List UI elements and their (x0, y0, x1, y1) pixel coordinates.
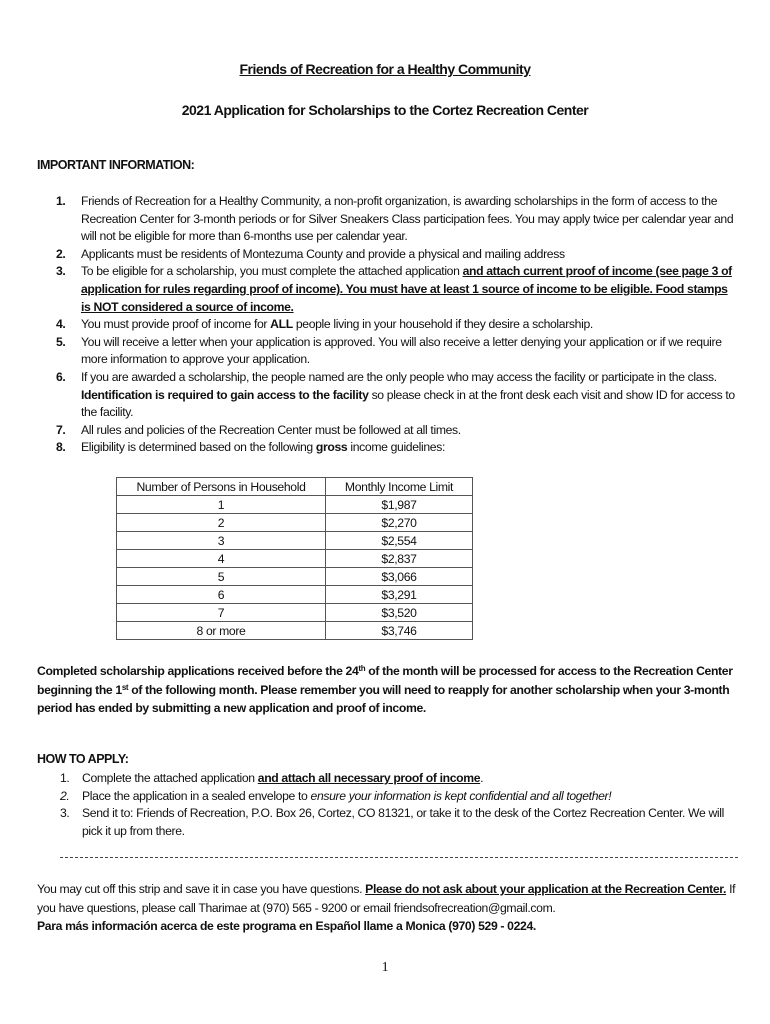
list-item (56, 439, 736, 457)
household-size-cell: 2 (117, 514, 326, 532)
list-number: 4. (56, 317, 66, 332)
income-limit-cell: $2,270 (326, 514, 473, 532)
income-limit-cell: $2,554 (326, 532, 473, 550)
income-limit-cell: $2,837 (326, 550, 473, 568)
list-item (56, 316, 736, 334)
list-number: 6. (56, 369, 66, 384)
list-item (56, 263, 736, 316)
household-size-cell: 6 (117, 586, 326, 604)
list-number: 8. (56, 440, 66, 455)
notice-text: of the month will be processed for access to the Recreation Center beginning the 1 (37, 664, 733, 697)
list-number: 2. (60, 788, 70, 803)
strip-text: You may cut off this strip and save it in case you have questions. (37, 882, 366, 896)
document-title: Friends of Recreation for a Healthy Community (239, 61, 531, 77)
table-row (117, 586, 473, 604)
how-to-apply-heading: HOW TO APPLY: (37, 752, 129, 766)
list-item (60, 805, 740, 840)
income-limit-cell: $3,291 (326, 586, 473, 604)
proof-of-income-emphasis: and attach current proof of income (see page 3 of application for rules regarding proof of income). You must have at least 1 source of income to be eligible. Food stamps is NOT considered a source of income. (81, 264, 732, 314)
notice-text: Completed scholarship applications received before the 24 (37, 664, 359, 678)
income-limit-cell: $3,066 (326, 568, 473, 586)
how-to-apply-list (60, 770, 740, 840)
list-text: so please check in at the front desk each visit and show ID for access to the facility. (81, 387, 735, 420)
list-number: 7. (56, 422, 66, 437)
household-size-cell: 7 (117, 604, 326, 622)
ordinal-suffix: st (121, 682, 129, 692)
list-text: Send it to: Friends of Recreation, P.O. Box 26, Cortez, CO 81321, or take it to the desk of the Cortez Recreation Center. We will pick it up from there. (82, 806, 724, 838)
household-size-cell: 1 (117, 496, 326, 514)
list-text: Applicants must be residents of Montezuma County and provide a physical and mailing address (81, 246, 565, 261)
table-row (117, 496, 473, 514)
list-text: income guidelines: (347, 440, 446, 455)
bold-text: ALL (270, 317, 293, 332)
table-row (117, 604, 473, 622)
table-row (117, 532, 473, 550)
list-item (56, 193, 736, 246)
spanish-contact-text: Para más información acerca de este programa en Español llame a Monica (970) 529 - 0224. (37, 919, 536, 933)
important-information-list (56, 193, 736, 457)
list-text: Complete the attached application (82, 771, 258, 785)
income-guidelines-table (116, 477, 473, 640)
table-row (117, 514, 473, 532)
income-limit-cell: $1,987 (326, 496, 473, 514)
list-number: 1. (56, 194, 66, 208)
cut-line-divider (60, 857, 738, 858)
list-item (56, 246, 736, 264)
table-header-row (117, 478, 473, 496)
bold-text: Identification is required to gain access to the facility (81, 387, 369, 402)
notice-text: of the following month. Please remember you will need to reapply for another scholarship when your 3-month period has ended by submitting a new application and proof of income. (37, 682, 730, 715)
italic-text: ensure your information is kept confidential and all together! (310, 788, 612, 803)
list-number: 3. (60, 806, 70, 821)
page-number: 1 (381, 960, 389, 975)
list-text: Eligibility is determined based on the following (81, 440, 316, 455)
contact-strip (37, 880, 747, 936)
important-information-heading: IMPORTANT INFORMATION: (37, 158, 195, 172)
list-text: You will receive a letter when your application is approved. You will also receive a letter denying your application or if we require more information to approve your application. (81, 334, 722, 367)
ordinal-suffix: th (358, 664, 366, 673)
column-header-income-limit: Monthly Income Limit (326, 478, 473, 496)
table-row (117, 550, 473, 568)
column-header-household: Number of Persons in Household (117, 478, 326, 496)
household-size-cell: 3 (117, 532, 326, 550)
list-number: 3. (56, 264, 66, 279)
table-row (117, 622, 473, 640)
list-text: All rules and policies of the Recreation Center must be followed at all times. (81, 422, 461, 437)
strip-text: If you have questions, please call Tharimae at (970) 565 - 9200 or email friendsofrecreation@gmail.com. (37, 882, 736, 915)
processing-notice (37, 662, 737, 718)
document-subtitle: 2021 Application for Scholarships to the Cortez Recreation Center (181, 102, 589, 118)
proof-of-income-emphasis: and attach all necessary proof of income (257, 771, 481, 785)
list-item (60, 788, 740, 806)
income-limit-cell: $3,746 (326, 622, 473, 640)
bold-text: gross (315, 440, 348, 455)
do-not-ask-emphasis: Please do not ask about your application at the Recreation Center. (365, 882, 727, 896)
household-size-cell: 4 (117, 550, 326, 568)
table-row (117, 568, 473, 586)
list-text: . (480, 771, 484, 785)
list-text: You must provide proof of income for (81, 317, 271, 332)
list-text: If you are awarded a scholarship, the people named are the only people who may access the facility or participate in the class. (81, 369, 717, 384)
list-item (56, 334, 736, 369)
list-text: Friends of Recreation for a Healthy Community, a non-profit organization, is awarding scholarships in the form of access to the Recreation Center for 3-month periods or for Silver Sneakers Class participation fees. You may apply twice per calendar year and will not be eligible for more than 6-months use per calendar year. (81, 194, 734, 244)
list-number: 1. (60, 771, 70, 785)
list-item (56, 369, 736, 422)
income-limit-cell: $3,520 (326, 604, 473, 622)
list-text: To be eligible for a scholarship, you must complete the attached application (81, 264, 463, 279)
list-number: 2. (56, 246, 66, 261)
list-number: 5. (56, 334, 66, 349)
list-item (60, 770, 740, 788)
list-item (56, 422, 736, 440)
list-text: Place the application in a sealed envelope to (82, 788, 311, 803)
household-size-cell: 5 (117, 568, 326, 586)
household-size-cell: 8 or more (117, 622, 326, 640)
list-text: people living in your household if they desire a scholarship. (292, 317, 593, 332)
